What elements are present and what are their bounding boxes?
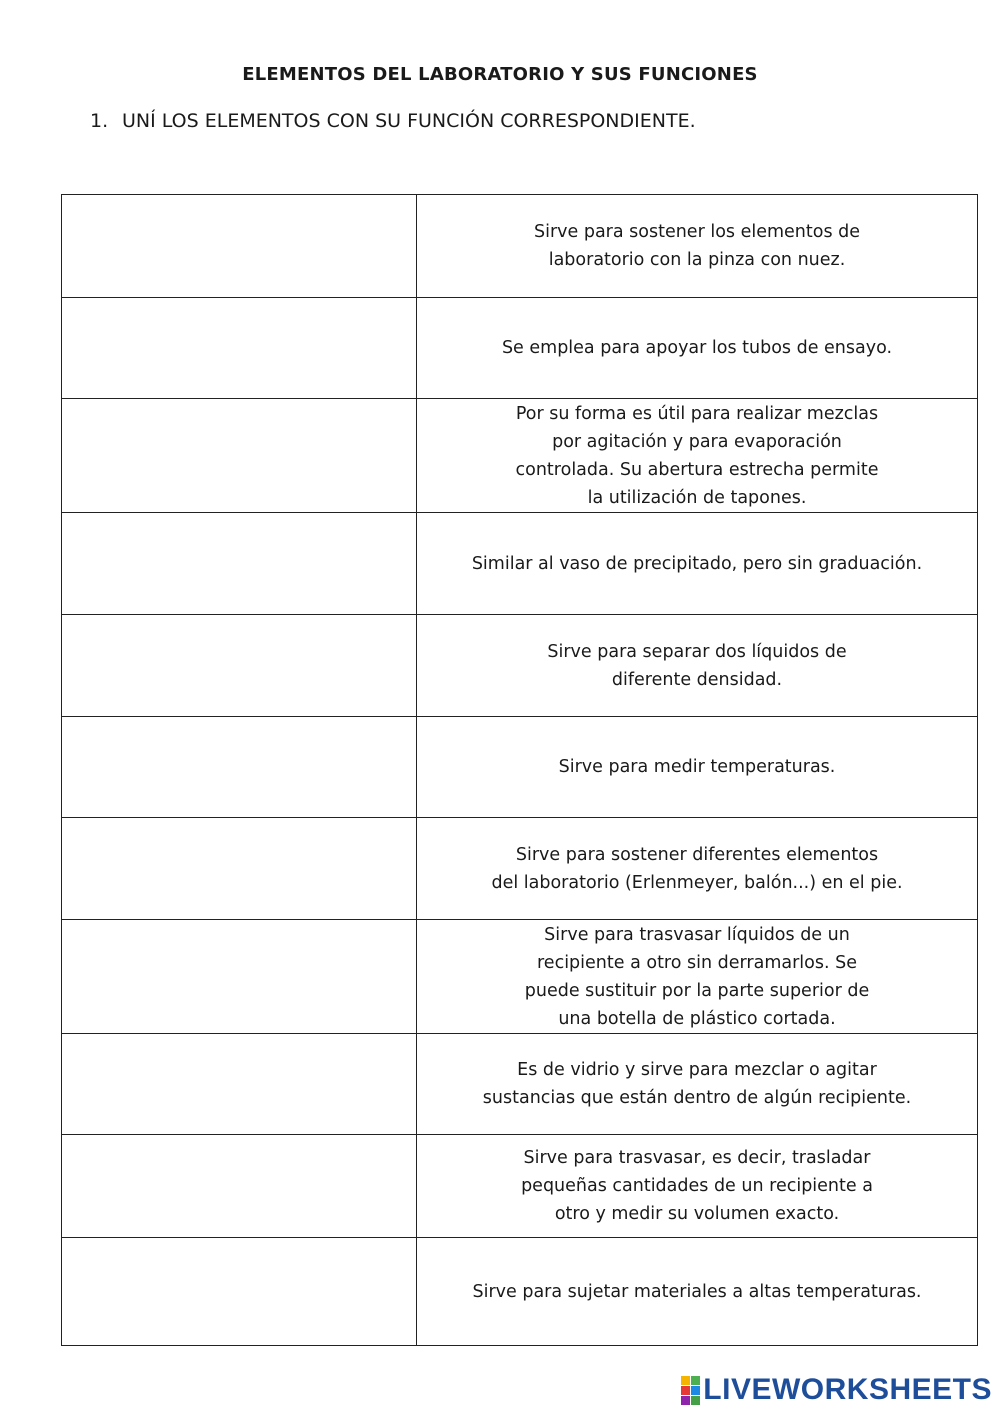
function-line: Similar al vaso de precipitado, pero sin graduación. <box>471 553 923 574</box>
function-line: laboratorio con la pinza con nuez. <box>548 250 846 270</box>
function-line: Sirve para sostener los elementos de <box>533 222 861 242</box>
function-cell <box>417 1238 978 1346</box>
table-row <box>62 513 978 615</box>
function-line: sustancias que están dentro de algún recipiente. <box>482 1088 912 1108</box>
function-line: controlada. Su abertura estrecha permite <box>515 459 879 480</box>
function-cell <box>417 920 978 1034</box>
answer-cell[interactable] <box>62 195 417 298</box>
liveworksheets-logo <box>681 1373 992 1407</box>
table-row <box>62 717 978 818</box>
table-row <box>62 818 978 920</box>
function-line: Se emplea para apoyar los tubos de ensayo. <box>501 338 893 358</box>
function-line: Sirve para separar dos líquidos de <box>547 641 847 662</box>
table-row <box>62 1135 978 1238</box>
function-line: del laboratorio (Erlenmeyer, balón...) en el pie. <box>491 872 903 893</box>
answer-cell[interactable] <box>62 717 417 818</box>
instruction-number: 1. <box>90 110 109 132</box>
function-line: Sirve para trasvasar, es decir, trasladar <box>523 1148 871 1168</box>
answer-cell[interactable] <box>62 298 417 399</box>
instruction-text: UNÍ LOS ELEMENTOS CON SU FUNCIÓN CORRESPONDIENTE. <box>122 110 696 132</box>
function-line: Sirve para trasvasar líquidos de un <box>544 924 850 945</box>
function-line: Es de vidrio y sirve para mezclar o agitar <box>517 1060 877 1080</box>
answer-cell[interactable] <box>62 513 417 615</box>
table-row <box>62 399 978 513</box>
answer-cell[interactable] <box>62 920 417 1034</box>
function-line: una botella de plástico cortada. <box>558 1008 836 1029</box>
table-row <box>62 298 978 399</box>
function-cell <box>417 615 978 717</box>
function-line: Sirve para medir temperaturas. <box>558 757 836 777</box>
instruction <box>90 110 696 132</box>
function-line: recipiente a otro sin derramarlos. Se <box>537 952 857 973</box>
function-line: otro y medir su volumen exacto. <box>554 1204 840 1224</box>
table-row <box>62 615 978 717</box>
function-cell <box>417 195 978 298</box>
function-line: la utilización de tapones. <box>587 487 807 508</box>
table-row <box>62 920 978 1034</box>
function-line: Sirve para sujetar materiales a altas temperaturas. <box>472 1281 922 1302</box>
table-row <box>62 1238 978 1346</box>
function-cell <box>417 1135 978 1238</box>
function-line: Sirve para sostener diferentes elementos <box>515 844 879 865</box>
answer-cell[interactable] <box>62 1034 417 1135</box>
answer-cell[interactable] <box>62 1238 417 1346</box>
table-row <box>62 195 978 298</box>
answer-cell[interactable] <box>62 399 417 513</box>
function-cell <box>417 818 978 920</box>
function-line: pequeñas cantidades de un recipiente a <box>521 1176 873 1196</box>
function-line: puede sustituir por la parte superior de <box>524 980 870 1001</box>
function-cell <box>417 513 978 615</box>
table-row <box>62 1034 978 1135</box>
function-line: diferente densidad. <box>611 669 783 690</box>
liveworksheets-icon <box>681 1376 700 1405</box>
function-line: Por su forma es útil para realizar mezclas <box>515 403 879 424</box>
function-cell <box>417 399 978 513</box>
function-cell <box>417 717 978 818</box>
worksheet-title: ELEMENTOS DEL LABORATORIO Y SUS FUNCIONES <box>242 64 758 85</box>
answer-cell[interactable] <box>62 818 417 920</box>
function-cell <box>417 1034 978 1135</box>
liveworksheets-wordmark: LIVEWORKSHEETS <box>703 1373 992 1406</box>
answer-cell[interactable] <box>62 615 417 717</box>
answer-cell[interactable] <box>62 1135 417 1238</box>
function-cell <box>417 298 978 399</box>
matching-table <box>61 194 978 1346</box>
function-line: por agitación y para evaporación <box>552 431 842 452</box>
